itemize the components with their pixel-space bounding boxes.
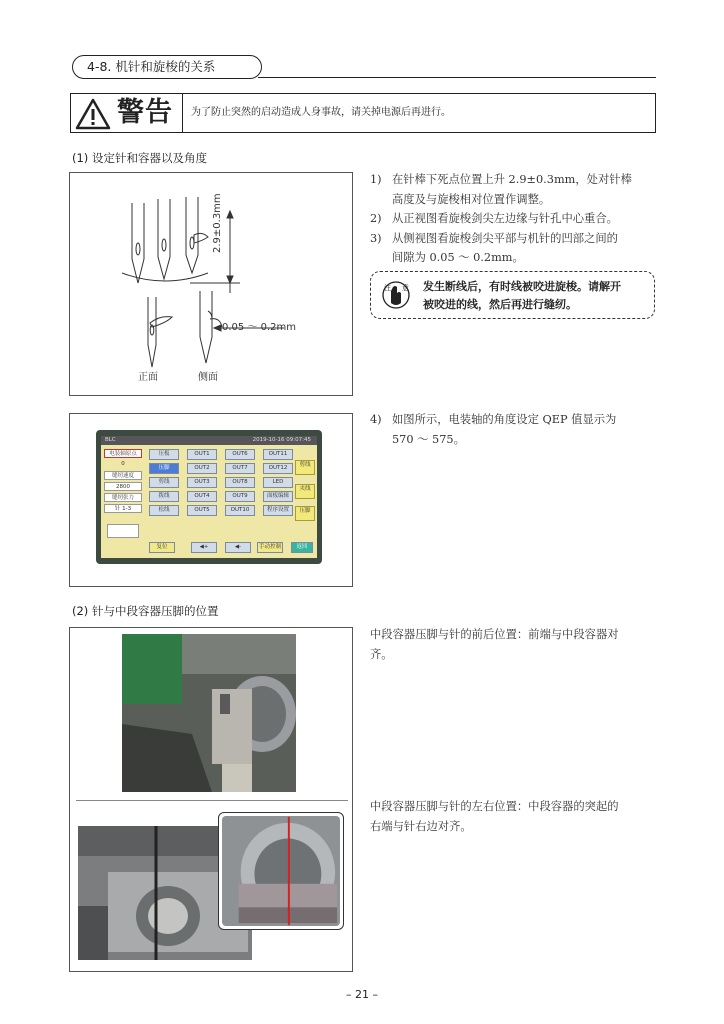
warning-text: 为了防止突然的启动造成人身事故，请关掉电源后再进行。 [191,107,451,118]
panel-btn-3[interactable]: OUT6 [225,449,255,460]
panel-topbar [101,436,317,445]
step-2-num: 2) [370,212,382,225]
dimension-label: 2.9±0.3mm [212,193,223,253]
control-panel-photo [96,430,322,564]
step-4-line-1: 如图所示，电装轴的角度设定 QEP 值显示为 [392,413,617,426]
panel-btn-15[interactable]: OUT9 [225,491,255,502]
warning-banner [70,93,656,133]
para2-line-1: 中段容器压脚与针的左右位置：中段容器的突起的 [370,800,619,813]
part2-heading: (2) 针与中段容器压脚的位置 [72,604,219,618]
panel-bottom-btn-reset[interactable]: 复位 [149,542,175,553]
hook-front-photo [122,634,296,792]
panel-field-tension[interactable]: 缝纫张力 [104,493,142,502]
para2-line-2: 右端与针右边对齐。 [370,819,472,833]
para1-line-2: 齐。 [370,647,393,661]
panel-blank-button[interactable] [107,524,139,538]
panel-bottom-btn-manual[interactable]: 手动控制 [257,542,283,553]
panel-btn-18[interactable]: OUT5 [187,505,217,516]
panel-screen [101,436,317,558]
panel-bottom-btn-plus[interactable]: ◀+ [191,542,217,553]
panel-btn-14[interactable]: OUT4 [187,491,217,502]
step-4 [370,410,616,449]
caution-icon-char-2: 意 [402,284,409,292]
step-1-line-2: 高度及与旋梭相对位置作调整。 [392,192,551,206]
step-3 [370,229,632,268]
needle-hook-diagram [70,173,354,397]
panel-btn-5[interactable]: 压脚 [149,463,179,474]
panel-right-btn-1[interactable]: 剪线 [295,460,315,475]
panel-field-origin[interactable]: 电装轴原点 [104,449,142,458]
panel-field-speed-value[interactable]: 2800 [104,482,142,491]
side-view-label: 侧面 [198,372,218,383]
panel-date: 2019-10-16 09:07:45 [252,437,311,443]
step-4-line-2: 570 ～ 575。 [392,432,465,446]
caution-line-1: 发生断线后，有时线被咬进旋梭。请解开 [423,280,621,293]
panel-right-btn-3[interactable]: 压脚 [295,506,315,521]
panel-btn-11[interactable]: OUT8 [225,477,255,488]
warning-label: 警告 [117,97,173,128]
page-number: – 21 – [346,988,378,1001]
caution-hand-icon [381,279,411,311]
panel-btn-20[interactable]: 程序设置 [263,505,293,516]
panel-btn-16[interactable]: 面板编辑 [263,491,293,502]
panel-btn-13[interactable]: 拨线 [149,491,179,502]
needle-diagram-box [69,172,353,396]
panel-btn-12[interactable]: LED [263,477,293,488]
header-rule [258,77,656,78]
panel-btn-4[interactable]: OUT11 [263,449,293,460]
panel-btn-10[interactable]: OUT3 [187,477,217,488]
panel-field-origin-value: 0 [121,461,125,467]
caution-box [370,271,655,319]
step-3-num: 3) [370,231,382,245]
step-4-num: 4) [370,413,382,426]
hook-inset-photo [218,812,344,930]
para1-line-1: 中段容器压脚与针的前后位置：前端与中段容器对 [370,628,619,641]
step-3-line-2: 间隙为 0.05 ～ 0.2mm。 [392,251,524,264]
panel-bottom-btn-back[interactable]: 返回 [291,542,313,553]
step-2-line-1: 从正视图看旋梭剑尖左边缘与针孔中心重合。 [392,212,618,225]
panel-btn-1[interactable]: 压板 [149,449,179,460]
panel-bottom-btn-minus[interactable]: ◀- [225,542,251,553]
panel-btn-7[interactable]: OUT7 [225,463,255,474]
step-3-line-1: 从侧视图看旋梭剑尖平部与机针的凹部之间的 [392,231,618,245]
warning-title-box [71,94,183,132]
panel-right-btn-2[interactable]: 夹线 [295,484,315,499]
panel-btn-2[interactable]: OUT1 [187,449,217,460]
hook-photo-box [69,627,353,972]
panel-btn-17[interactable]: 松线 [149,505,179,516]
photo-divider [76,800,348,801]
warning-triangle-icon [75,98,111,130]
left-right-position-text [370,797,660,836]
front-view-label: 正面 [138,372,158,383]
steps-list [370,170,632,268]
panel-field-speed-label[interactable]: 缝纫速度 [104,471,142,480]
caution-line-2: 被咬进的线，然后再进行缝纫。 [423,298,577,311]
panel-btn-19[interactable]: OUT10 [225,505,255,516]
step-1-line-1: 在针棒下死点位置上升 2.9±0.3mm，处对针棒 [392,173,632,186]
step-1 [370,170,632,209]
panel-field-needle[interactable]: 针 1-3 [104,504,142,513]
step-2 [370,209,632,229]
caution-icon-char-1: 注 [384,284,391,292]
step-1-num: 1) [370,173,382,186]
section-title: 4-8. 机针和旋梭的关系 [72,55,262,79]
gap-label: 0.05 ～ 0.2mm [222,322,297,333]
panel-btn-6[interactable]: OUT2 [187,463,217,474]
caution-text [423,278,621,314]
front-back-position-text [370,625,660,664]
part1-heading: (1) 设定针和容器以及角度 [72,151,207,165]
panel-btn-8[interactable]: OUT12 [263,463,293,474]
panel-topbar-left: BLC [105,437,116,443]
panel-btn-9[interactable]: 剪线 [149,477,179,488]
